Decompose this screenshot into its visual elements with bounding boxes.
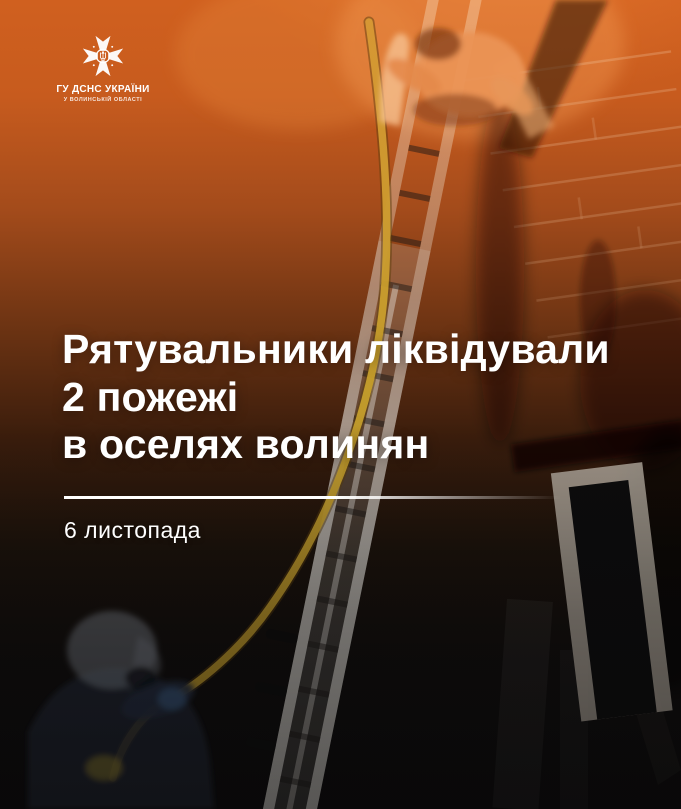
org-region: У ВОЛИНСЬКІЙ ОБЛАСТІ bbox=[63, 97, 143, 103]
date-label: 6 листопада bbox=[64, 517, 201, 543]
headline bbox=[62, 326, 671, 469]
divider-line bbox=[64, 496, 561, 499]
headline-line-1: Рятувальники ліквідували bbox=[62, 326, 610, 372]
dsns-cross-emblem-icon bbox=[80, 33, 126, 79]
headline-line-2: 2 пожежі bbox=[62, 373, 239, 420]
bottom-vignette bbox=[0, 420, 681, 809]
org-name: ГУ ДСНС УКРАЇНИ bbox=[56, 84, 150, 95]
logo-block bbox=[47, 33, 159, 103]
headline-line-3: в оселях волинян bbox=[62, 421, 430, 467]
